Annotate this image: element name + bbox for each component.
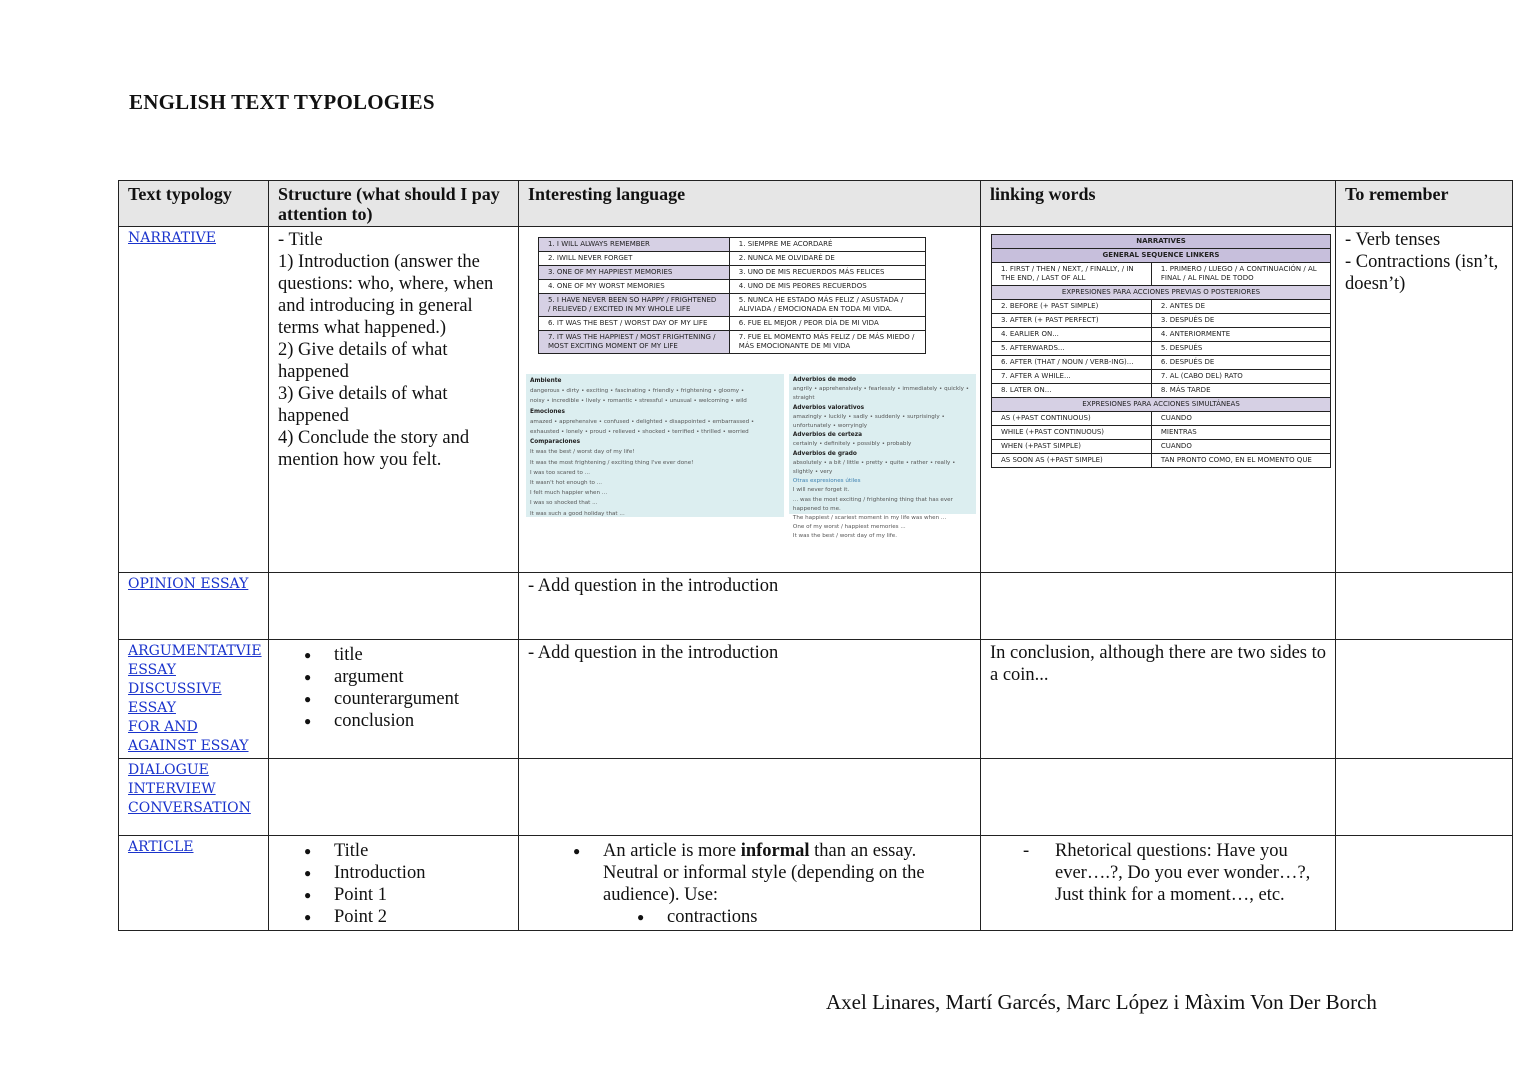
previous-linker-es: 7. AL (CABO DEL) RATO [1151, 370, 1330, 384]
previous-linker-es: 6. DESPUÉS DE [1151, 356, 1330, 370]
argumentative-structure-list [278, 644, 509, 732]
sequence-linker-en: 1. FIRST / THEN / NEXT, / FINALLY, / IN THE END, / LAST OF ALL [992, 263, 1152, 286]
expression-row [539, 331, 926, 354]
expression-row [539, 280, 926, 294]
list-item: ● Point 2 [334, 906, 509, 928]
otra-expresion-line: One of my worst / happiest memories ... [792, 524, 906, 531]
expression-en: 2. IWILL NEVER FORGET [539, 252, 730, 266]
authors-signature: Axel Linares, Martí Garcés, Marc López i Màxim Von Der Borch [826, 990, 1377, 1014]
list-item [603, 840, 971, 928]
list-item: ● title [334, 644, 509, 666]
row-opinion-essay [119, 573, 1513, 640]
dialogue-language [519, 759, 981, 836]
otra-expresion-line: It was the best / worst day of my life. [792, 533, 897, 540]
typologies-table [118, 180, 1513, 931]
link-argumentative-essay[interactable]: ARGUMENTATVIE ESSAY [128, 643, 262, 678]
row-dialogue [119, 759, 1513, 836]
previous-linker-en: 5. AFTERWARDS... [992, 342, 1152, 356]
link-interview[interactable]: INTERVIEW [128, 781, 216, 797]
cell-typology [119, 836, 269, 931]
previous-title: EXPRESIONES PARA ACCIONES PREVIAS O POSTERIORES [992, 286, 1331, 300]
comparacion-line: It was such a good holiday that ... [530, 510, 625, 517]
link-discussive-essay[interactable]: DISCUSSIVE ESSAY [128, 681, 222, 716]
comparacion-line: It was the best / worst day of my life! [530, 449, 635, 456]
comparaciones-title: Comparaciones [530, 439, 581, 446]
link-for-and-against-essay[interactable]: FOR AND AGAINST ESSAY [128, 719, 249, 754]
expression-en: 3. ONE OF MY HAPPIEST MEMORIES [539, 266, 730, 280]
article-language-text: An article is more [603, 841, 741, 861]
otra-expresion-line: I will never forget it. [792, 487, 850, 494]
link-opinion-essay[interactable]: OPINION ESSAY [128, 576, 249, 592]
article-language-bold: informal [740, 841, 810, 861]
article-language-text-end: than an essay. Neutral or informal style (depending on the audience). Use: [603, 841, 925, 905]
certeza-words: certainly • definitely • possibly • probably [792, 441, 912, 448]
cell-typology [119, 573, 269, 640]
sequence-linker-es: 1. PRIMERO / LUEGO / A CONTINUACIÓN / AL FINAL / AL FINAL DE TODO [1151, 263, 1330, 286]
list-item: ● argument [334, 666, 509, 688]
simultaneous-linker-es: CUANDO [1151, 440, 1330, 454]
expression-en: 7. IT WAS THE HAPPIEST / MOST FRIGHTENING / MOST EXCITING MOMENT OF MY LIFE [539, 331, 730, 354]
argumentative-structure [269, 640, 519, 759]
cell-typology [119, 759, 269, 836]
opinion-linking [981, 573, 1336, 640]
grado-words: absolutely • a bit / little • pretty • quite • rather • really • slightly • very [792, 459, 956, 476]
linkers-title-row [992, 235, 1331, 249]
link-article[interactable]: ARTICLE [128, 839, 194, 855]
opinion-language: - Add question in the introduction [519, 573, 981, 640]
simultaneous-linker-en: WHILE (+PAST CONTINUOUS) [992, 426, 1152, 440]
modo-title: Adverbios de modo [792, 377, 856, 383]
previous-linker-es: 3. DESPUÉS DE [1151, 314, 1330, 328]
header-interesting-language: Interesting language [519, 181, 981, 227]
simultaneous-linker-row [992, 440, 1331, 454]
previous-linker-es: 2. ANTES DE [1151, 300, 1330, 314]
previous-linker-es: 5. DESPUÉS [1151, 342, 1330, 356]
link-narrative[interactable]: NARRATIVE [128, 230, 216, 246]
header-to-remember: To remember [1336, 181, 1513, 227]
narrative-language [519, 227, 981, 573]
article-language [519, 836, 981, 931]
grado-title: Adverbios de grado [792, 450, 857, 457]
linkers-table [991, 234, 1331, 468]
previous-linker-row [992, 342, 1331, 356]
expression-en: 5. I HAVE NEVER BEEN SO HAPPY / FRIGHTENED / RELIEVED / EXCITED IN MY WHOLE LIFE [539, 294, 730, 317]
comparacion-line: It wasn't hot enough to ... [530, 480, 603, 487]
previous-linker-en: 8. LATER ON... [992, 384, 1152, 398]
otra-expresion-line: ... was the most exciting / frightening thing that has ever happened to me. [792, 496, 953, 512]
article-linking [981, 836, 1336, 931]
header-row [119, 181, 1513, 227]
expression-row [539, 238, 926, 252]
previous-linker-row [992, 314, 1331, 328]
emociones-title: Emociones [530, 408, 565, 415]
article-language-sublist [603, 906, 971, 928]
dialogue-linking [981, 759, 1336, 836]
valorativos-title: Adverbios valorativos [792, 404, 865, 411]
simultaneous-linker-row [992, 412, 1331, 426]
header-structure: Structure (what should I pay attention to) [269, 181, 519, 227]
ambiente-line-2: noisy • incredible • lively • romantic • stressful • unusual • welcoming • wild [530, 398, 747, 405]
linkers-subtitle-row [992, 249, 1331, 263]
valorativos-words: amazingly • luckily • sadly • suddenly • surprisingly • unfortunately • worryingly [792, 413, 945, 430]
simultaneous-linker-en: WHEN (+PAST SIMPLE) [992, 440, 1152, 454]
sequence-linker-row [992, 263, 1331, 286]
previous-linker-es: 8. MÁS TARDE [1151, 384, 1330, 398]
row-narrative [119, 227, 1513, 573]
list-item: ● Title [334, 840, 509, 862]
vocab-panel-right [789, 374, 976, 540]
simultaneous-linker-es: TAN PRONTO COMO, EN EL MOMENTO QUE [1151, 454, 1330, 468]
expression-row [539, 252, 926, 266]
previous-linker-row [992, 384, 1331, 398]
narrative-expressions-table [538, 237, 926, 354]
linkers-title: NARRATIVES [992, 235, 1331, 249]
expression-es: 1. SIEMPRE ME ACORDARÉ [729, 238, 925, 252]
narrative-structure: - Title 1) Introduction (answer the questions: who, where, when and introducing in general terms what happened.) 2) Give details of what happened 3) Give details of what happened 4) Conclude the story and mention how you felt. [269, 227, 519, 573]
previous-linker-en: 3. AFTER (+ PAST PERFECT) [992, 314, 1152, 328]
expression-es: 5. NUNCA HE ESTADO MÁS FELIZ / ASUSTADA / ALIVIADA / EMOCIONADA EN TODA MI VIDA. [729, 294, 925, 317]
otras-title: Otras expresiones útiles [792, 478, 861, 485]
article-structure [269, 836, 519, 931]
previous-linker-row [992, 370, 1331, 384]
ambiente-line-1: dangerous • dirty • exciting • fascinating • friendly • frightening • gloomy • [530, 388, 745, 395]
simultaneous-linker-es: CUANDO [1151, 412, 1330, 426]
link-conversation[interactable]: CONVERSATION [128, 800, 251, 816]
previous-linker-en: 7. AFTER A WHILE... [992, 370, 1152, 384]
article-to-remember [1336, 836, 1513, 931]
simultaneous-linker-en: AS (+PAST CONTINUOUS) [992, 412, 1152, 426]
row-argumentative-essay [119, 640, 1513, 759]
emociones-line-2: exhausted • lonely • proud • relieved • shocked • terrified • thrilled • worried [530, 429, 749, 436]
expression-en: 4. ONE OF MY WORST MEMORIES [539, 280, 730, 294]
previous-linker-row [992, 356, 1331, 370]
otra-expresion-line: The happiest / scariest moment in my life was when ... [792, 515, 947, 522]
simultaneous-title: EXPRESIONES PARA ACCIONES SIMULTÁNEAS [992, 398, 1331, 412]
dialogue-to-remember [1336, 759, 1513, 836]
narrative-to-remember: - Verb tenses - Contractions (isn’t, doesn’t) [1336, 227, 1513, 573]
comparacion-line: I was so shocked that ... [530, 500, 598, 507]
row-article [119, 836, 1513, 931]
opinion-structure [269, 573, 519, 640]
header-text-typology: Text typology [119, 181, 269, 227]
list-item: - Rhetorical questions: Have you ever….?, Do you ever wonder…?, Just think for a moment…, etc. [1055, 840, 1326, 906]
comparacion-line: I was too scared to ... [530, 469, 591, 476]
header-linking-words: linking words [981, 181, 1336, 227]
list-item: ● Point 1 [334, 884, 509, 906]
argumentative-language: - Add question in the introduction [519, 640, 981, 759]
otras-list [793, 486, 972, 541]
link-dialogue[interactable]: DIALOGUE [128, 762, 209, 778]
previous-linker-row [992, 328, 1331, 342]
expression-es: 2. NUNCA ME OLVIDARÉ DE [729, 252, 925, 266]
simultaneous-linker-en: AS SOON AS (+PAST SIMPLE) [992, 454, 1152, 468]
expression-es: 4. UNO DE MIS PEORES RECUERDOS [729, 280, 925, 294]
expression-row [539, 266, 926, 280]
expression-row [539, 294, 926, 317]
narrative-linking [981, 227, 1336, 573]
simultaneous-linker-row [992, 454, 1331, 468]
previous-linker-row [992, 300, 1331, 314]
comparacion-line: It was the most frightening / exciting thing I've ever done! [530, 459, 694, 466]
article-linking-list [990, 840, 1326, 906]
cell-typology [119, 227, 269, 573]
article-language-list [528, 840, 971, 928]
comparacion-line: I felt much happier when ... [530, 490, 608, 497]
expression-en: 1. I WILL ALWAYS REMEMBER [539, 238, 730, 252]
dialogue-structure [269, 759, 519, 836]
simultaneous-linker-es: MIENTRAS [1151, 426, 1330, 440]
expression-es: 7. FUE EL MOMENTO MÁS FELIZ / DE MÁS MIEDO / MÁS EMOCIONANTE DE MI VIDA [729, 331, 925, 354]
vocab-panel-left [526, 374, 784, 517]
article-structure-list [278, 840, 509, 928]
previous-linker-en: 4. EARLIER ON... [992, 328, 1152, 342]
simultaneous-title-row [992, 398, 1331, 412]
certeza-title: Adverbios de certeza [792, 432, 863, 439]
list-item: ● Introduction [334, 862, 509, 884]
list-item: ● conclusion [334, 710, 509, 732]
emociones-line-1: amazed • apprehensive • confused • delighted • disappointed • embarrassed • [530, 418, 755, 425]
previous-linker-en: 2. BEFORE (+ PAST SIMPLE) [992, 300, 1152, 314]
previous-linker-es: 4. ANTERIORMENTE [1151, 328, 1330, 342]
previous-title-row [992, 286, 1331, 300]
expression-row [539, 317, 926, 331]
document-title: ENGLISH TEXT TYPOLOGIES [129, 90, 435, 114]
expression-es: 6. FUE EL MEJOR / PEOR DÍA DE MI VIDA [729, 317, 925, 331]
ambiente-title: Ambiente [530, 378, 562, 384]
argumentative-to-remember [1336, 640, 1513, 759]
expression-es: 3. UNO DE MIS RECUERDOS MÁS FELICES [729, 266, 925, 280]
modo-words: angrily • apprehensively • fearlessly • immediately • quickly • straight [792, 386, 970, 402]
simultaneous-linker-row [992, 426, 1331, 440]
list-item: ● contractions [667, 906, 971, 928]
comparaciones-list [530, 447, 780, 518]
expression-en: 6. IT WAS THE BEST / WORST DAY OF MY LIFE [539, 317, 730, 331]
previous-linker-en: 6. AFTER (THAT / NOUN / VERB-ING)... [992, 356, 1152, 370]
argumentative-linking: In conclusion, although there are two sides to a coin... [981, 640, 1336, 759]
opinion-to-remember [1336, 573, 1513, 640]
linkers-subtitle: GENERAL SEQUENCE LINKERS [992, 249, 1331, 263]
cell-typology [119, 640, 269, 759]
list-item: ● counterargument [334, 688, 509, 710]
